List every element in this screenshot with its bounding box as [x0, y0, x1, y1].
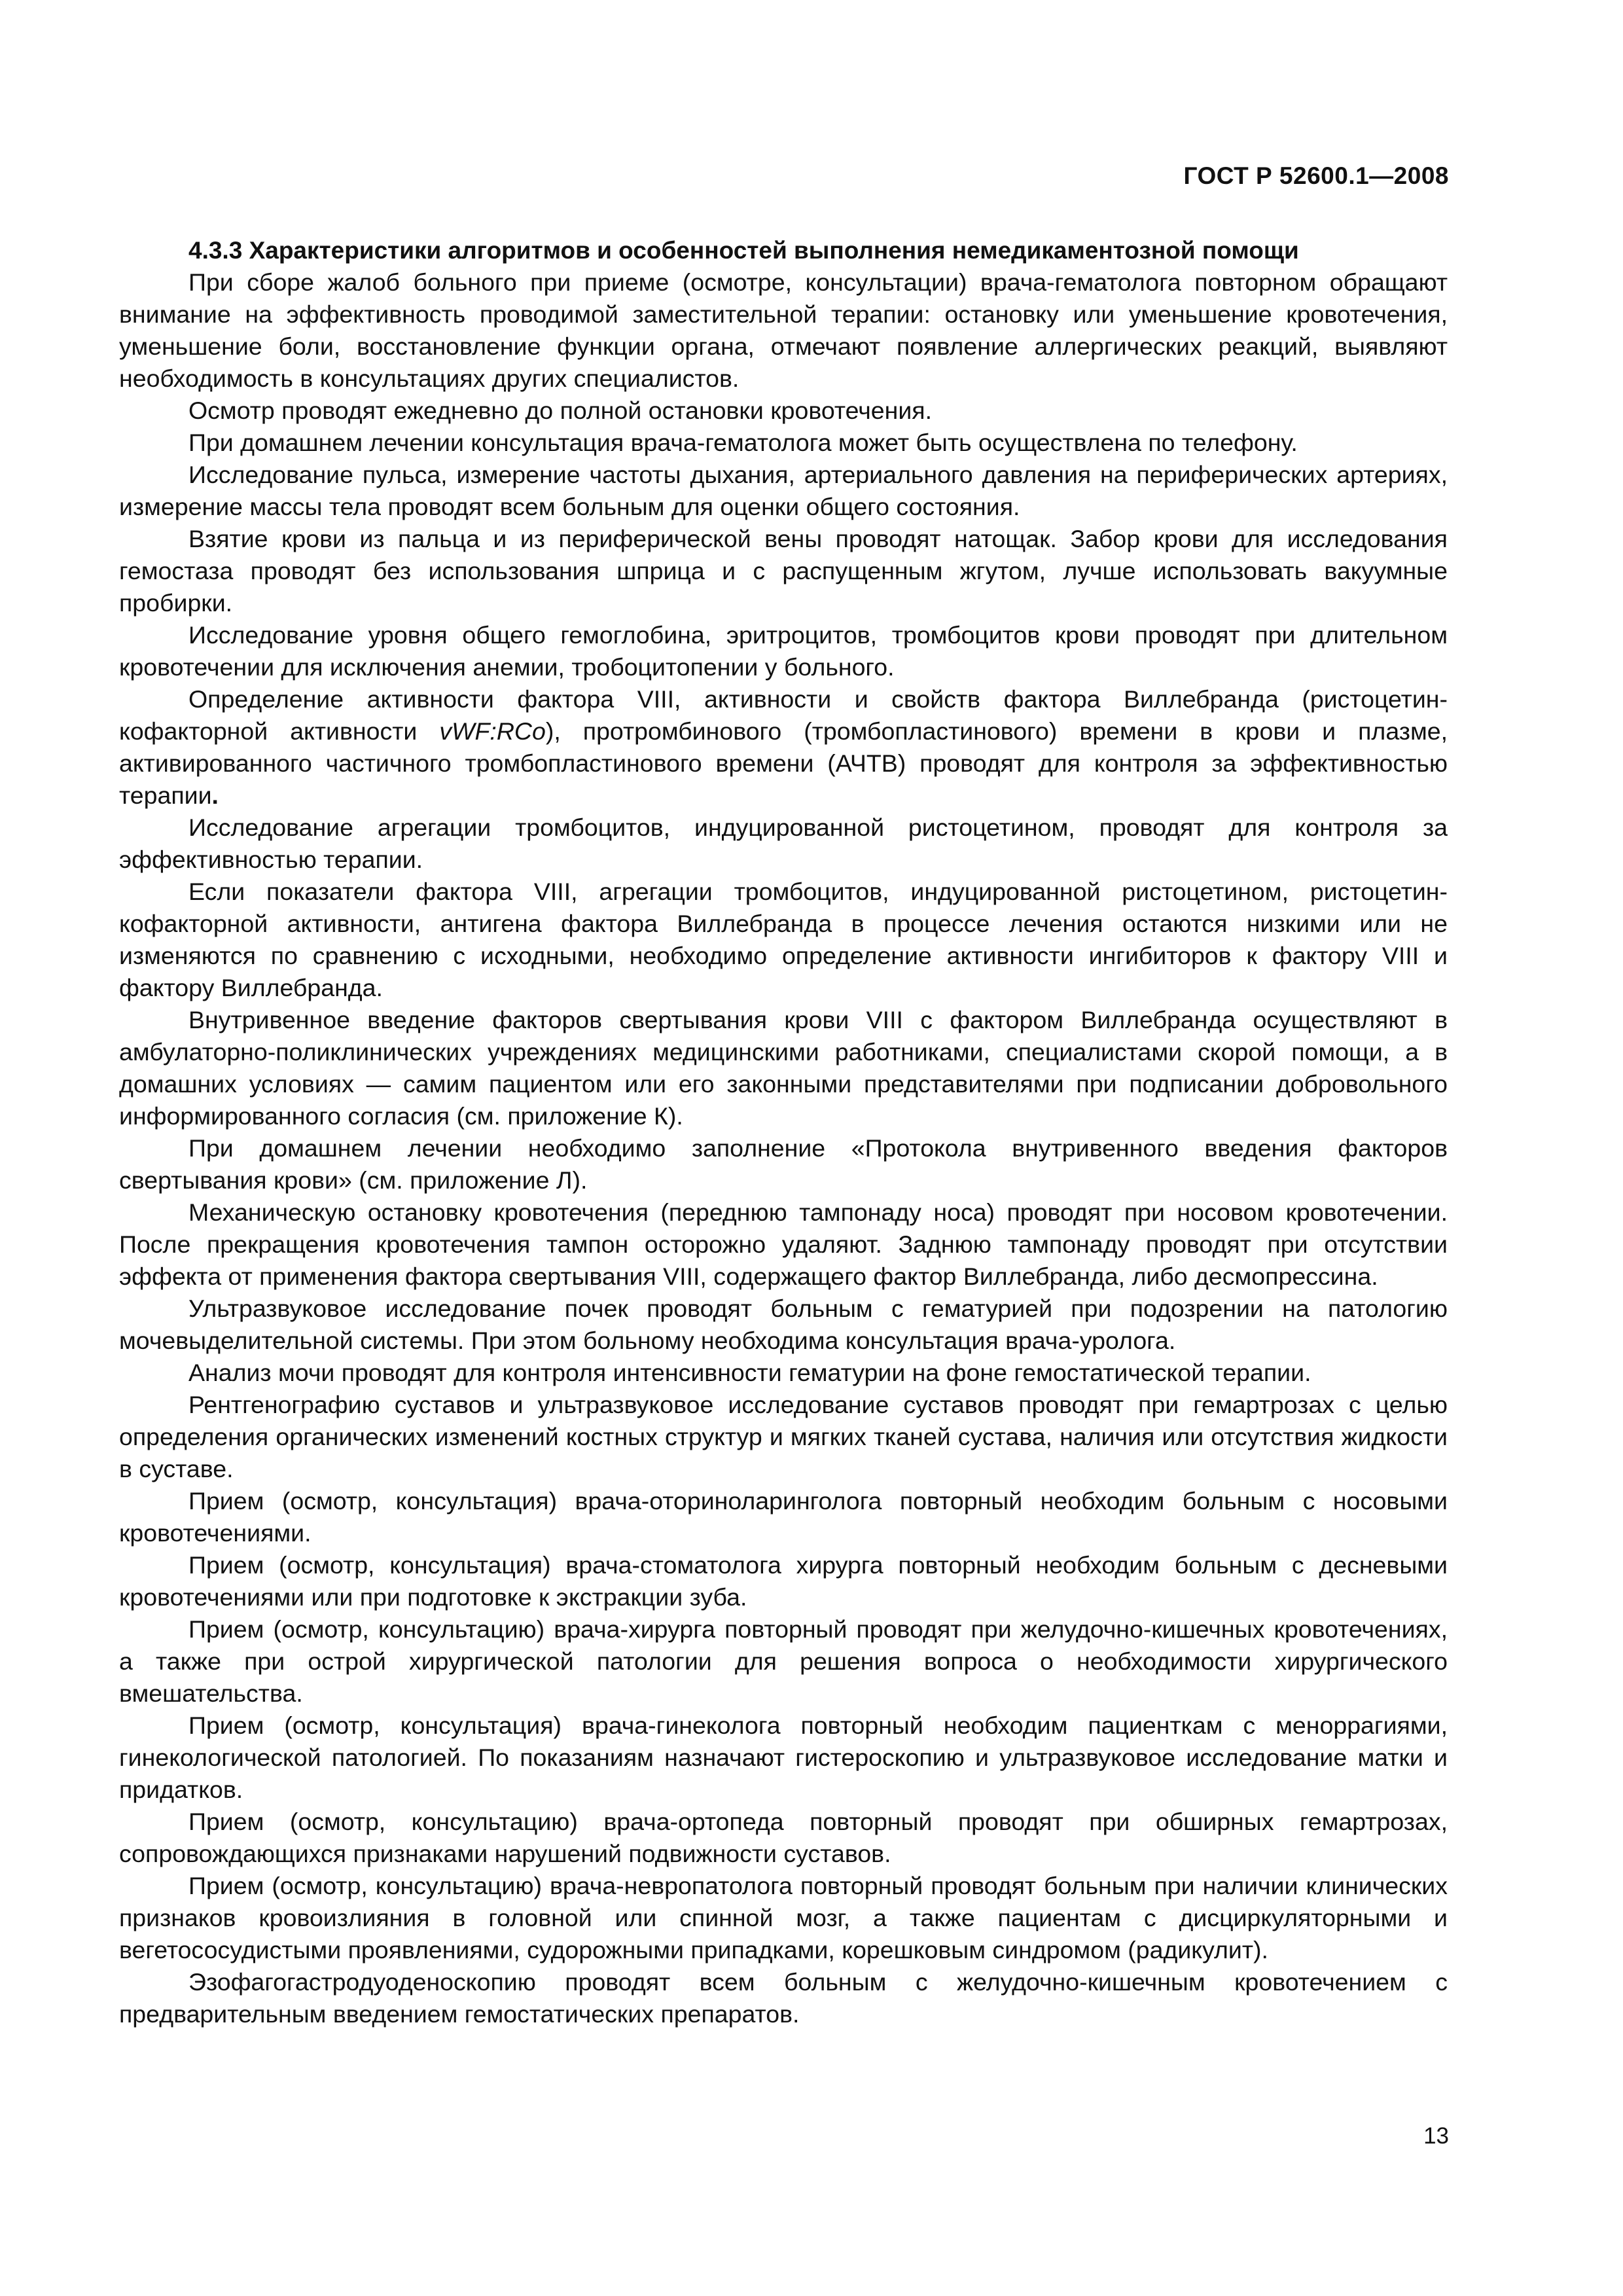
paragraph-kidney-ultrasound: Ультразвуковое исследование почек проводят больным с гематурией при подозрении на патологию мочевыделительной системы. При этом больному необходима консультация врача-уролога.	[119, 1295, 1448, 1354]
section-heading: 4.3.3 Характеристики алгоритмов и особенностей выполнения немедикаментозной помощи	[188, 237, 1299, 264]
paragraph-home-treatment-protocol: При домашнем лечении необходимо заполнение «Протокола внутривенного введения факторов свертывания крови» (см. приложение Л).	[119, 1134, 1448, 1194]
paragraph-blood-sampling: Взятие крови из пальца и из периферической вены проводят натощак. Забор крови для исследования гемостаза проводят без использования шприца и с распущенным жгутом, лучше использовать вакуумные пробирки.	[119, 525, 1448, 617]
paragraph-inhibitor-activity: Если показатели фактора VIII, агрегации тромбоцитов, индуцированной ристоцетином, ристоцетин-кофакторной активности, антигена фактора Виллебранда в процессе лечения остаются низкими или не изменяются по сравнению с исходными, необходимо определение активности ингибиторов к фактору VIII и фактору Виллебранда.	[119, 878, 1448, 1001]
paragraph-daily-examination: Осмотр проводят ежедневно до полной остановки кровотечения.	[188, 397, 932, 424]
paragraph-hemoglobin-study: Исследование уровня общего гемоглобина, эритроцитов, тромбоцитов крови проводят при длительном кровотечении для исключения анемии, тробоцитопении у больного.	[119, 621, 1448, 681]
page-number: 13	[1423, 2123, 1449, 2149]
paragraph-endoscopy: Эзофагогастродуоденоскопию проводят всем больным с желудочно-кишечным кровотечением с предварительным введением гемостатических препаратов.	[119, 1968, 1448, 2028]
paragraph-pulse-examination: Исследование пульса, измерение частоты дыхания, артериального давления на периферических артериях, измерение массы тела проводят всем больным для оценки общего состояния.	[119, 461, 1448, 520]
paragraph-orthopedist-consultation: Прием (осмотр, консультацию) врача-ортопеда повторный проводят при обширных гемартрозах, сопровождающихся признаками нарушений подвижности суставов.	[119, 1808, 1448, 1867]
paragraph-surgeon-consultation: Прием (осмотр, консультацию) врача-хирурга повторный проводят при желудочно-кишечных кровотечениях, а также при острой хирургической патологии для решения вопроса о необходимости хирургического вмешательства.	[119, 1615, 1448, 1707]
bold-period: .	[211, 781, 219, 809]
paragraph-factor-viii-activity	[119, 683, 1448, 812]
paragraph-text-segment: ), протромбинового (тромбопластинового) времени в крови и плазме, активированного частичного тромбопластинового времени (АЧТВ) проводят для контроля за эффективностью терапии	[119, 717, 1448, 809]
paragraph-urine-analysis: Анализ мочи проводят для контроля интенсивности гематурии на фоне гемостатической терапии.	[188, 1359, 1311, 1386]
paragraph-ent-consultation: Прием (осмотр, консультация) врача-оториноларинголога повторный необходим больным с носовыми кровотечениями.	[119, 1487, 1448, 1547]
paragraph-neurologist-consultation: Прием (осмотр, консультацию) врача-невропатолога повторный проводят больным при наличии клинических признаков кровоизлияния в головной или спинной мозг, а также пациентам с дисциркуляторными и вегетососудистыми проявлениями, судорожными припадками, корешковым синдромом (радикулит).	[119, 1872, 1448, 1964]
paragraph-complaints: При сборе жалоб больного при приеме (осмотре, консультации) врача-гематолога повторном обращают внимание на эффективность проводимой заместительной терапии: остановку или уменьшение кровотечения, уменьшение боли, восстановление функции органа, отмечают появление аллергических реакций, выявляют необходимость в консультациях других специалистов.	[119, 268, 1448, 392]
paragraph-intravenous-administration: Внутривенное введение факторов свертывания крови VIII с фактором Виллебранда осуществляют в амбулаторно-поликлинических учреждениях медицинскими работниками, специалистами скорой помощи, а в домашних условиях — самим пациентом или его законными представителями при подписании добровольного информированного согласия (см. приложение К).	[119, 1006, 1448, 1130]
paragraph-nasal-tamponade: Механическую остановку кровотечения (переднюю тампонаду носа) проводят при носовом кровотечении. После прекращения кровотечения тампон осторожно удаляют. Заднюю тампонаду проводят при отсутствии эффекта от применения фактора свертывания VIII, содержащего фактор Виллебранда, либо десмопрессина.	[119, 1198, 1448, 1290]
document-body	[119, 234, 1448, 2030]
paragraph-dentist-consultation: Прием (осмотр, консультация) врача-стоматолога хирурга повторный необходим больным с десневыми кровотечениями или при подготовке к экстракции зуба.	[119, 1551, 1448, 1611]
paragraph-text-segment: Определение активности фактора VIII, активности и свойств фактора Виллебранда (ристоцетин-кофакторной активности	[119, 685, 1448, 745]
document-code-header: ГОСТ Р 52600.1—2008	[1183, 162, 1449, 189]
italic-abbreviation: vWF:RCo	[439, 717, 546, 745]
paragraph-platelet-aggregation: Исследование агрегации тромбоцитов, индуцированной ристоцетином, проводят для контроля за эффективностью терапии.	[119, 814, 1448, 873]
paragraph-phone-consultation: При домашнем лечении консультация врача-гематолога может быть осуществлена по телефону.	[188, 429, 1298, 456]
paragraph-gynecologist-consultation: Прием (осмотр, консультация) врача-гинеколога повторный необходим пациенткам с меноррагиями, гинекологической патологией. По показаниям назначают гистероскопию и ультразвуковое исследование матки и придатков.	[119, 1712, 1448, 1803]
paragraph-joint-radiography: Рентгенографию суставов и ультразвуковое исследование суставов проводят при гемартрозах с целью определения органических изменений костных структур и мягких тканей сустава, наличия или отсутствия жидкости в суставе.	[119, 1391, 1448, 1482]
